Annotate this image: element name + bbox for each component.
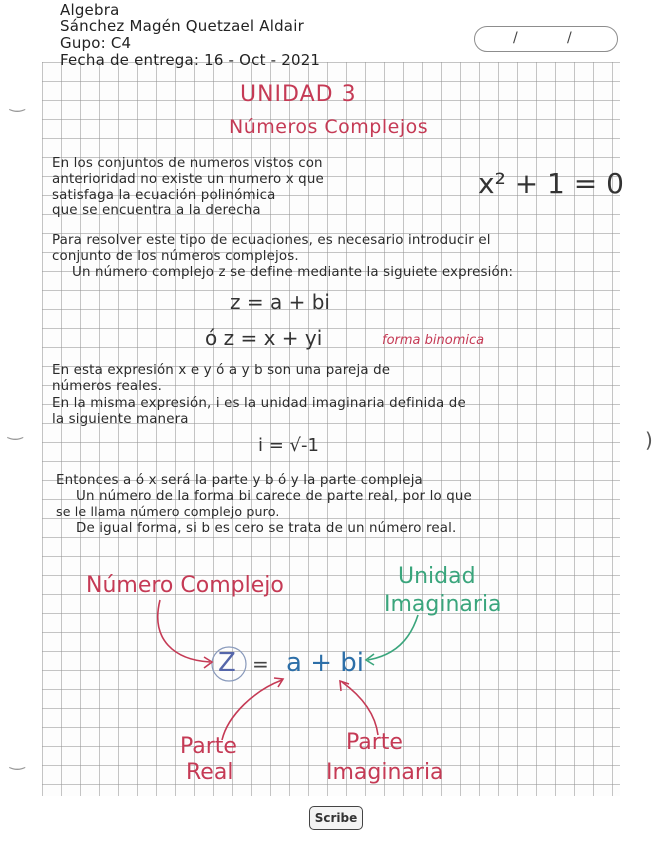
label-parte-real-1: Parte <box>180 734 237 759</box>
arrow-unidad-imaginaria <box>368 615 418 660</box>
unit-title: UNIDAD 3 <box>240 82 357 107</box>
formula-abi: z = a + bi <box>230 290 330 314</box>
student-name: Sánchez Magén Quetzael Aldair <box>60 17 304 35</box>
margin-mark: ) <box>645 428 653 452</box>
para2-line: Para resolver este tipo de ecuaciones, es necesario introducir el <box>52 233 491 248</box>
margin-mark: ‿ <box>8 420 23 441</box>
unit-subtitle: Números Complejos <box>229 116 429 138</box>
label-parte-real-2: Real <box>186 760 234 785</box>
para3-line: En la misma expresión, i es la unidad imaginaria definida de <box>52 396 466 411</box>
para3-line: números reales. <box>52 379 162 394</box>
diagram-expression: a + bi <box>286 648 364 678</box>
para4-line: se le llama número complejo puro. <box>56 504 280 519</box>
arrow-parte-real <box>222 680 282 740</box>
diagram-equals: = <box>252 652 269 676</box>
group: Gupo: C4 <box>60 34 132 52</box>
intro-line: En los conjuntos de numeros vistos con <box>52 156 323 171</box>
label-imaginaria: Imaginaria <box>384 592 502 617</box>
imaginary-unit-definition: i = √-1 <box>258 435 319 456</box>
para4-line: Un número de la forma bi carece de parte real, por lo que <box>76 489 472 504</box>
margin-mark: ‿ <box>10 92 25 113</box>
para4-line: De igual forma, si b es cero se trata de un número real. <box>76 521 457 536</box>
due-date: Fecha de entrega: 16 - Oct - 2021 <box>60 51 321 69</box>
date-separator: / <box>567 30 572 46</box>
binomial-form-label: forma binomica <box>382 333 485 348</box>
para4-line: Entonces a ó x será la parte y b ó y la parte compleja <box>56 473 423 488</box>
para2-line: conjunto de los números complejos. <box>52 249 299 264</box>
polynomial-equation: x² + 1 = 0 <box>478 167 624 200</box>
label-numero-complejo: Número Complejo <box>86 573 284 598</box>
formula-xyi: ó z = x + yi <box>205 326 323 350</box>
margin-mark: ‿ <box>10 750 25 771</box>
scribe-logo[interactable]: Scribe <box>309 806 363 830</box>
label-unidad: Unidad <box>398 564 476 589</box>
arrow-numero-complejo <box>158 600 210 662</box>
para3-line: En esta expresión x e y ó a y b son una pareja de <box>52 363 391 378</box>
diagram-z: Z <box>218 648 236 678</box>
intro-line: anterioridad no existe un numero x que <box>52 172 324 187</box>
label-parte-imaginaria-1: Parte <box>346 730 403 755</box>
intro-line: que se encuentra a la derecha <box>52 203 261 218</box>
intro-line: satisfaga la ecuación polinómica <box>52 188 276 203</box>
arrow-parte-imaginaria <box>342 682 378 735</box>
label-parte-imaginaria-2: Imaginaria <box>326 760 444 785</box>
para2-line: Un número complejo z se define mediante la siguiete expresión: <box>72 265 514 280</box>
z-circle <box>212 647 246 681</box>
date-separator: / <box>513 30 518 46</box>
subject: Algebra <box>60 1 120 19</box>
para3-line: la siguiente manera <box>52 412 189 427</box>
